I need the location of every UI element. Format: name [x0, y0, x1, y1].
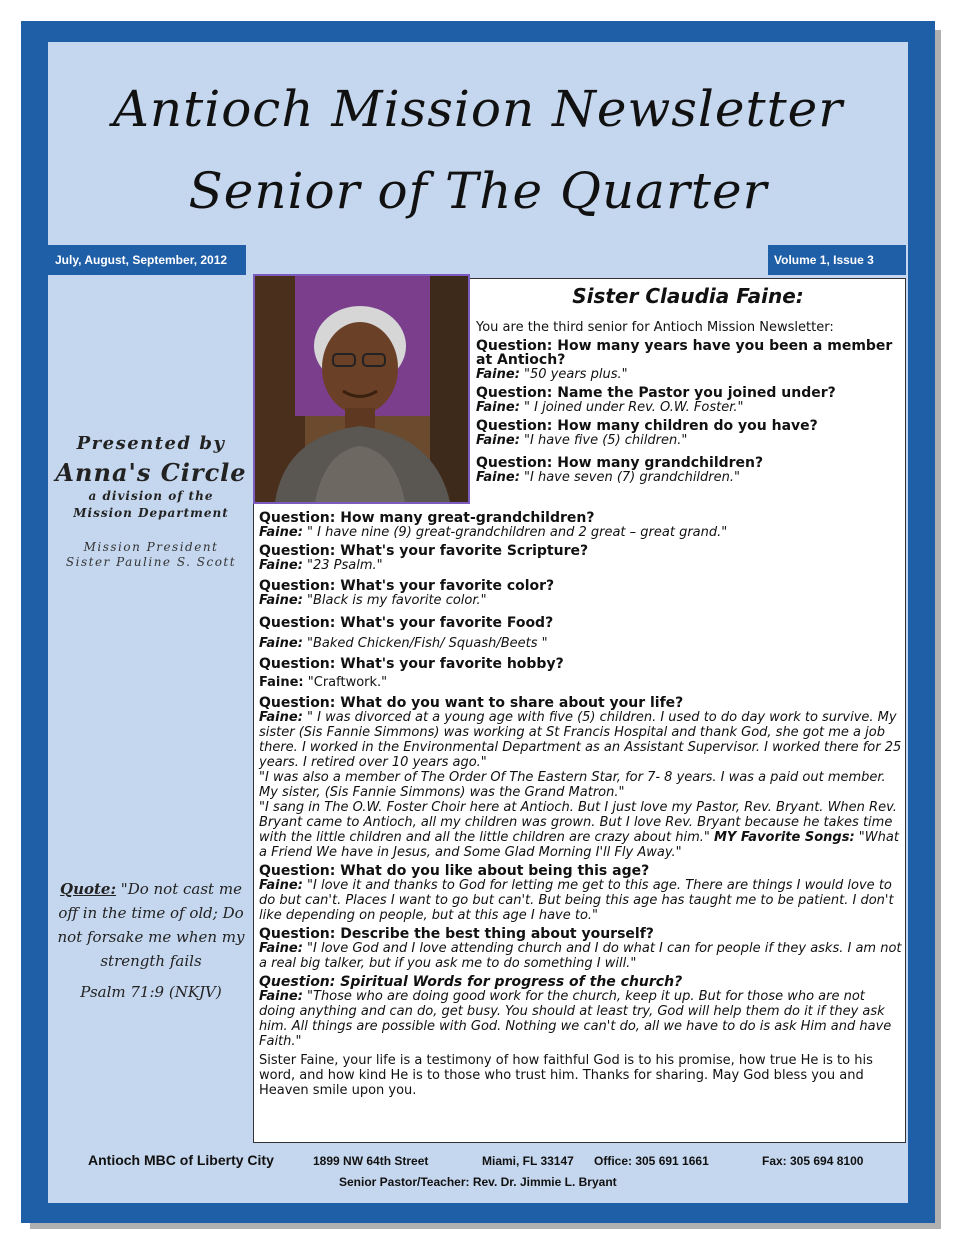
answer-label: Faine: — [476, 367, 520, 382]
interview-top — [476, 320, 904, 485]
president-title: Mission President — [83, 540, 219, 554]
answer-label: Faine: — [259, 636, 303, 651]
answer-text: "I love God and I love attending church and I do what I can for people if they asks. I am not a real big talker, but if you ask me to do something I will." — [259, 941, 902, 971]
issue-volume: Volume 1, Issue 3 — [768, 245, 906, 275]
presented-by: Presented by — [76, 433, 226, 454]
sidebar-quote — [56, 877, 246, 973]
issue-date: July, August, September, 2012 — [48, 245, 246, 275]
church-fax: Fax: 305 694 8100 — [762, 1154, 864, 1168]
answer-text: " I have nine (9) great-grandchildren and 2 great – great grand." — [302, 525, 728, 540]
quote-reference: Psalm 71:9 (NKJV) — [80, 983, 222, 1001]
answer-label: Faine: — [476, 400, 520, 415]
answer-continued — [259, 800, 902, 860]
president-name: Sister Pauline S. Scott — [65, 555, 237, 569]
closing-paragraph: Sister Faine, your life is a testimony of how faithful God is to his promise, how true He is to his word, and how kind He is to those who trust him. Thanks for sharing. May God bless you and Heaven smile upon you. — [259, 1053, 873, 1098]
answer-continued: "I was also a member of The Order Of The Eastern Star, for 7- 8 years. I was a paid out member. My sister, (Sis Fannie Simmons) was the Grand Matron." — [259, 770, 886, 800]
quote-label: Quote: — [60, 880, 117, 898]
interview-main — [259, 511, 902, 1098]
answer-label: Faine: — [259, 525, 303, 540]
senior-photo — [253, 274, 470, 504]
article-title: Sister Claudia Faine: — [572, 284, 804, 308]
answer-label: Faine: — [476, 470, 520, 485]
answer — [259, 675, 902, 690]
answer — [259, 878, 902, 923]
answer — [259, 941, 902, 971]
answer-label: Faine: — [259, 710, 303, 725]
page-shadow-bottom — [30, 1223, 941, 1229]
answer — [476, 367, 904, 382]
answer-text: " I was divorced at a young age with five (5) children. I used to do day work to survive. My sister (Sis Fannie Simmons) was working at St Francis Hospital and thank God, she got me a job there. I worked in the Environmental Department as an Assistant Supervisor. I worked there for 25 years. I retired over 10 years ago." — [259, 710, 902, 770]
answer-text: "Those who are doing good work for the church, keep it up. But for those who are not doing anything and can do, get busy. You should at least try, God will help them do it if they ask him. All things are possible with God. Nothing we can't do, all we have to do is ask Him and have Faith." — [259, 989, 892, 1049]
answer-label: Faine: — [476, 433, 520, 448]
answer-text: "I sang in The O.W. Foster Choir here at Antioch. But I just love my Pastor, Rev. Bryant. When Rev. Bryant came to Antioch, all my children was grown. But I love Rev. Bryant because he takes time with the little children and all the little children are crazy about him." — [259, 800, 897, 845]
answer — [476, 433, 904, 448]
church-office-phone: Office: 305 691 1661 — [594, 1154, 709, 1168]
church-name: Antioch MBC of Liberty City — [88, 1152, 274, 1168]
question: Question: What's your favorite Food? — [259, 615, 554, 631]
answer — [259, 593, 902, 608]
answer-label: Faine: — [259, 878, 303, 893]
answer-text: "Baked Chicken/Fish/ Squash/Beets " — [302, 636, 548, 651]
answer-text: "I have seven (7) grandchildren." — [519, 470, 740, 485]
answer — [259, 989, 902, 1049]
mission-president — [48, 540, 254, 570]
church-address: 1899 NW 64th Street — [313, 1154, 429, 1168]
answer — [476, 470, 904, 485]
answer-text: "Black is my favorite color." — [302, 593, 487, 608]
senior-pastor: Senior Pastor/Teacher: Rev. Dr. Jimmie L. Bryant — [339, 1175, 617, 1189]
article-intro: You are the third senior for Antioch Mission Newsletter: — [476, 320, 834, 335]
answer — [259, 558, 902, 573]
question: Question: Spiritual Words for progress of the church? — [259, 974, 683, 990]
question: Question: Name the Pastor you joined under? — [476, 385, 836, 401]
answer-label: Faine: — [259, 558, 303, 573]
answer — [259, 710, 902, 770]
question: Question: What's your favorite color? — [259, 578, 555, 594]
division-line-2: Mission Department — [73, 506, 229, 520]
answer-label: Faine: — [259, 941, 303, 956]
page-shadow-right — [935, 30, 941, 1228]
question: Question: What do you want to share about your life? — [259, 695, 684, 711]
answer — [259, 525, 902, 540]
question: Question: How many years have you been a member at Antioch? — [476, 338, 893, 368]
question: Question: Describe the best thing about yourself? — [259, 926, 654, 942]
answer-text: "I love it and thanks to God for letting me get to this age. There are things I would love to do but can't. Places I want to go but can't. But being this age has taught me to be patient. I don't like depending on people, but at this age I have to." — [259, 878, 894, 923]
answer — [476, 400, 904, 415]
question: Question: How many children do you have? — [476, 418, 818, 434]
question: Question: What do you like about being this age? — [259, 863, 650, 879]
quote-text: "Do not cast me off in the time of old; Do not forsake me when my strength fails — [57, 880, 245, 970]
answer-label: Faine: — [259, 593, 303, 608]
question: Question: How many great-grandchildren? — [259, 510, 595, 526]
portrait-illustration — [255, 276, 468, 502]
answer-label: Faine: — [259, 675, 304, 690]
division-line-1: a division of the — [88, 489, 214, 503]
circle-name: Anna's Circle — [55, 458, 247, 487]
answer — [259, 636, 902, 651]
answer-text: "50 years plus." — [519, 367, 628, 382]
answer-text: "I have five (5) children." — [519, 433, 688, 448]
songs-text: "What a Friend We have in Jesus, and Some Glad Morning I'll Fly Away." — [259, 830, 899, 860]
church-city: Miami, FL 33147 — [482, 1154, 574, 1168]
answer-text: "Craftwork." — [303, 675, 388, 690]
question: Question: What's your favorite hobby? — [259, 656, 564, 672]
answer-label: Faine: — [259, 989, 303, 1004]
answer-text: " I joined under Rev. O.W. Foster." — [519, 400, 744, 415]
question: Question: What's your favorite Scripture? — [259, 543, 589, 559]
question: Question: How many grandchildren? — [476, 455, 764, 471]
songs-label: MY Favorite Songs: — [714, 830, 855, 845]
answer-text: "23 Psalm." — [302, 558, 383, 573]
division-text — [48, 488, 254, 522]
newsletter-title: Antioch Mission Newsletter — [112, 80, 844, 138]
newsletter-subtitle: Senior of The Quarter — [188, 162, 768, 220]
